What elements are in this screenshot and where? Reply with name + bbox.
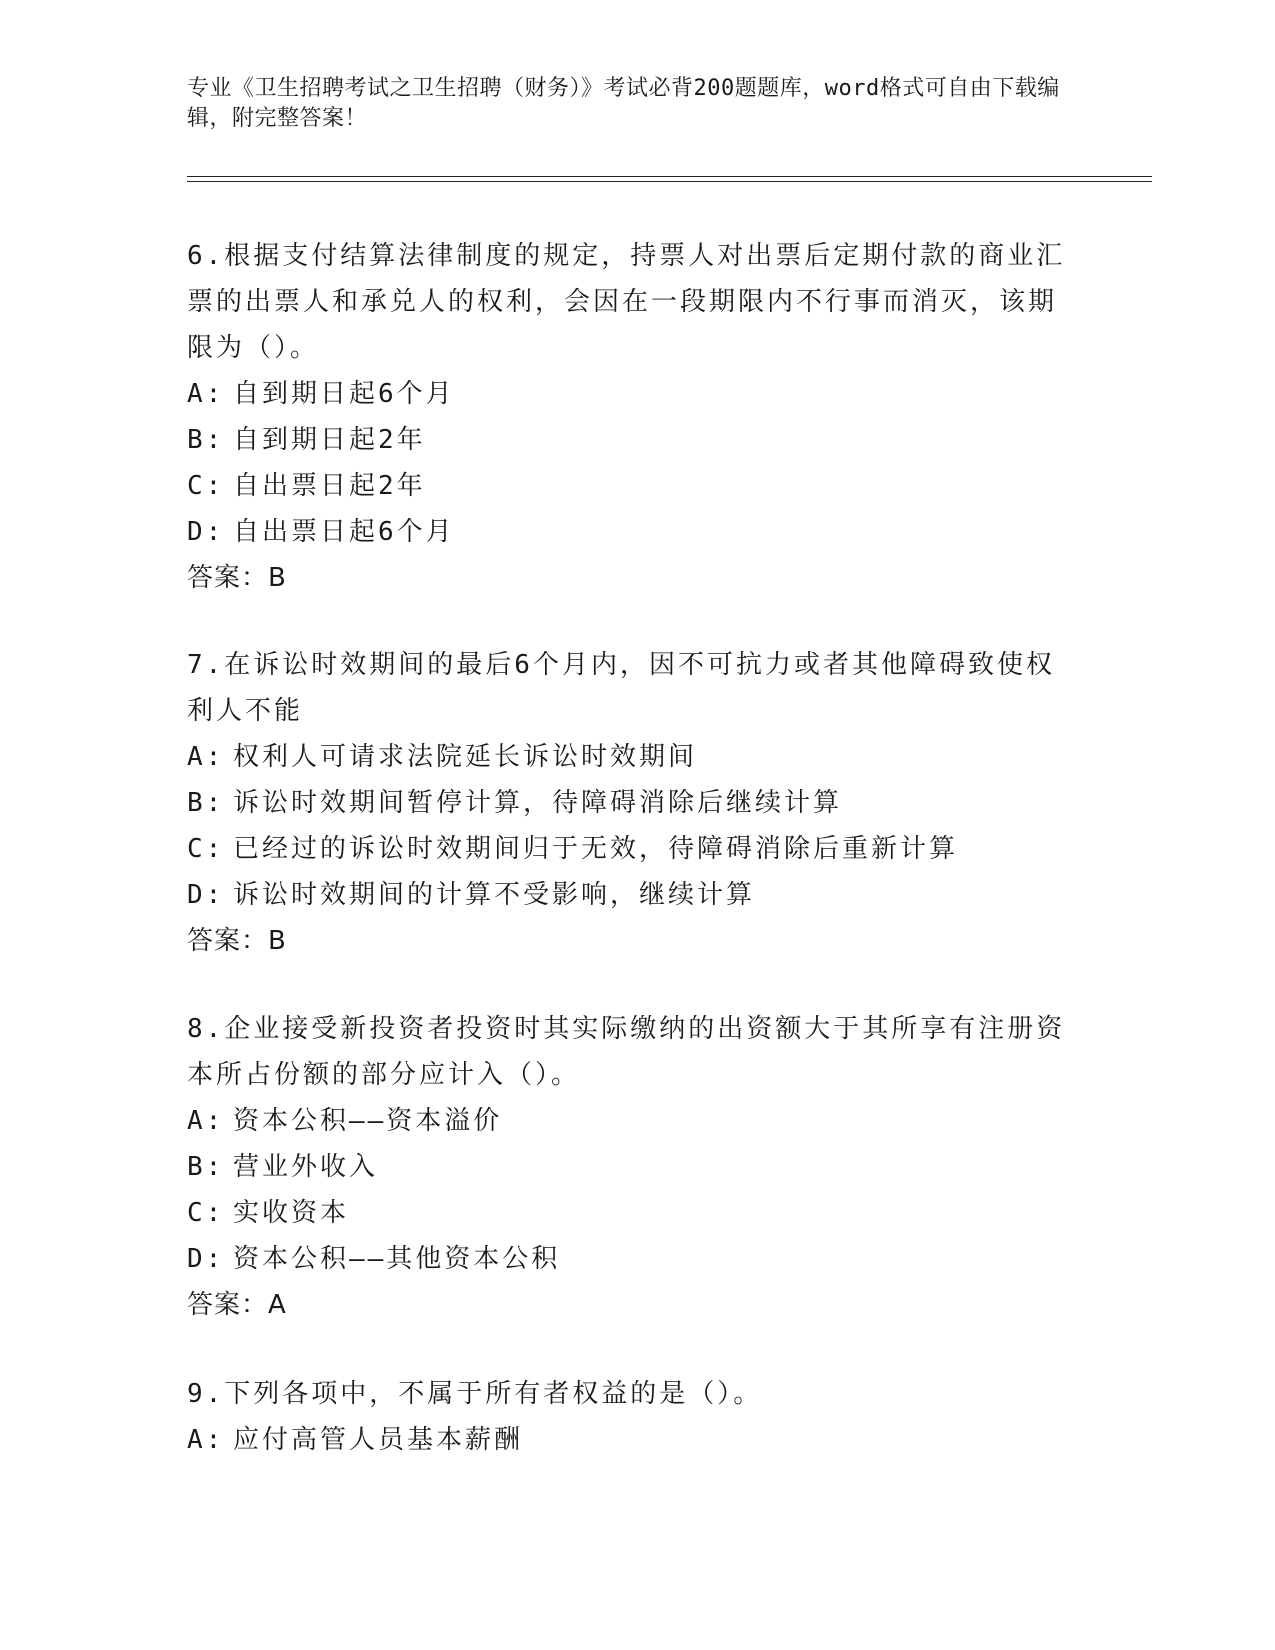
option-letter: A: — [187, 742, 225, 772]
option-letter: A: — [187, 1106, 225, 1136]
option-text: 已经过的诉讼时效期间归于无效，待障碍消除后重新计算 — [233, 834, 959, 864]
document-header: 专业《卫生招聘考试之卫生招聘（财务）》考试必背200题题库，word格式可自由下载编辑，附完整答案！ — [187, 76, 1060, 131]
option-text: 自到期日起6个月 — [233, 379, 455, 409]
option-d — [187, 1236, 1067, 1282]
question-text: 6.根据支付结算法律制度的规定，持票人对出票后定期付款的商业汇票的出票人和承兑人的权利，会因在一段期限内不行事而消灭，该期限为（）。 — [187, 241, 1066, 363]
option-text: 自出票日起2年 — [233, 471, 426, 501]
option-letter: A: — [187, 1425, 225, 1455]
option-text: 权利人可请求法院延长诉讼时效期间 — [233, 742, 698, 772]
option-letter: C: — [187, 471, 225, 501]
option-d — [187, 872, 1067, 918]
option-letter: B: — [187, 788, 225, 818]
option-c — [187, 463, 1067, 509]
question-text: 8.企业接受新投资者投资时其实际缴纳的出资额大于其所享有注册资本所占份额的部分应计入（）。 — [187, 1014, 1066, 1090]
option-text: 诉讼时效期间的计算不受影响，继续计算 — [233, 880, 756, 910]
option-c — [187, 1190, 1067, 1236]
option-b — [187, 1144, 1067, 1190]
option-a — [187, 1417, 1067, 1463]
answer-line: 答案：B — [187, 563, 287, 593]
answer-line: 答案：B — [187, 926, 287, 956]
header-divider-bottom — [187, 181, 1152, 182]
option-b — [187, 417, 1067, 463]
option-letter: B: — [187, 1152, 225, 1182]
option-letter: C: — [187, 834, 225, 864]
option-letter: D: — [187, 517, 225, 547]
option-text: 自出票日起6个月 — [233, 517, 455, 547]
question-7 — [187, 642, 1067, 964]
option-b — [187, 780, 1067, 826]
option-letter: D: — [187, 1244, 225, 1274]
option-d — [187, 509, 1067, 555]
option-text: 自到期日起2年 — [233, 425, 426, 455]
question-9 — [187, 1371, 1067, 1463]
option-letter: C: — [187, 1198, 225, 1228]
question-6 — [187, 233, 1067, 601]
option-text: 资本公积——资本溢价 — [233, 1106, 503, 1136]
option-text: 资本公积——其他资本公积 — [233, 1244, 561, 1274]
question-8 — [187, 1006, 1067, 1328]
question-text: 9.下列各项中，不属于所有者权益的是（）。 — [187, 1379, 763, 1409]
option-text: 应付高管人员基本薪酬 — [233, 1425, 524, 1455]
option-c — [187, 826, 1067, 872]
option-a — [187, 734, 1067, 780]
option-letter: B: — [187, 425, 225, 455]
answer-line: 答案：A — [187, 1290, 287, 1320]
option-text: 诉讼时效期间暂停计算，待障碍消除后继续计算 — [233, 788, 843, 818]
header-divider-top — [187, 176, 1152, 177]
option-a — [187, 371, 1067, 417]
option-letter: A: — [187, 379, 225, 409]
option-text: 实收资本 — [233, 1198, 350, 1228]
option-letter: D: — [187, 880, 225, 910]
question-text: 7.在诉讼时效期间的最后6个月内，因不可抗力或者其他障碍致使权利人不能 — [187, 650, 1055, 726]
option-a — [187, 1098, 1067, 1144]
option-text: 营业外收入 — [233, 1152, 379, 1182]
